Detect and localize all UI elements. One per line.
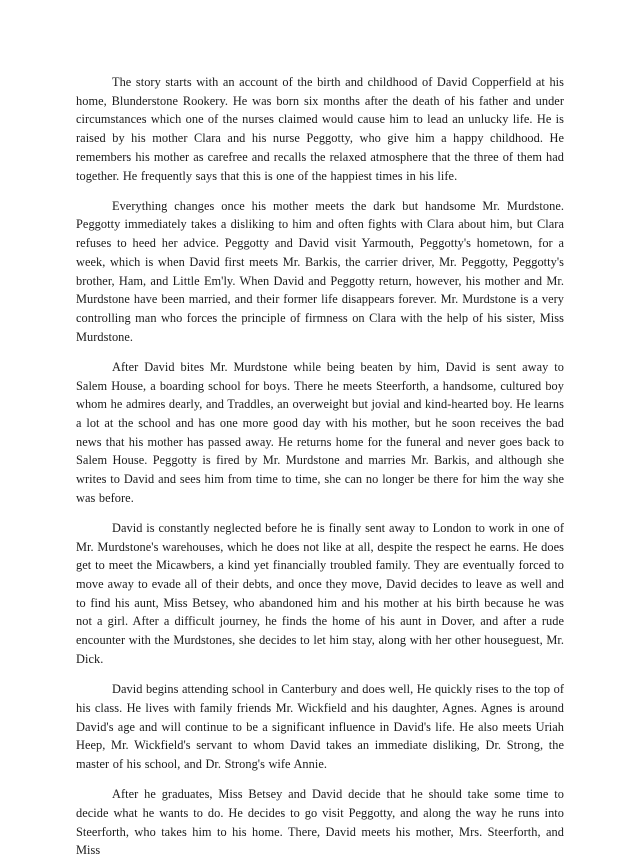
paragraph-4: David is constantly neglected before he is finally sent away to London to work in one of Mr. Murdstone's warehouses, which he does not like at all, despite the respect he earns. He does get to meet the Micawbers, a kind yet financially troubled family. They are eventually forced to move away to evade all of their debts, and once they move, David decides to leave as well and to find his aunt, Miss Betsey, who abandoned him and his mother at his birth because he was not a girl. After a difficult journey, he finds the home of his aunt in Dover, and after a rude encounter with the Murdstones, she decides to let him stay, along with her other houseguest, Mr. Dick.: [76, 520, 564, 666]
paragraph-5: David begins attending school in Canterbury and does well, He quickly rises to the top of his class. He lives with family friends Mr. Wickfield and his daughter, Agnes. Agnes is around David's age and will continue to be a significant influence in David's life. He also meets Uriah Heep, Mr. Wickfield's servant to whom David takes an immediate disliking, Dr. Strong, the master of his school, and Dr. Strong's wife Annie.: [76, 682, 564, 771]
paragraph-6: After he graduates, Miss Betsey and David decide that he should take some time to decide what he wants to do. He decides to go visit Peggotty, and along the way he runs into Steerforth, who takes him to his home. There, David meets his mother, Mrs. Steerforth, and Miss: [76, 787, 564, 858]
paragraph-3: After David bites Mr. Murdstone while being beaten by him, David is sent away to Salem House, a boarding school for boys. There he meets Steerforth, a handsome, cultured boy whom he admires dearly, and Traddles, an overweight but jovial and kind-hearted boy. He learns a lot at the school and has one more good day with his mother, but he soon receives the bad news that his mother has passed away. He returns home for the funeral and never goes back to Salem House. Peggotty is fired by Mr. Murdstone and marries Mr. Barkis, and although she writes to David and sees him from time to time, she can no longer be there for him the way she was before.: [76, 359, 564, 505]
paragraph-2: Everything changes once his mother meets the dark but handsome Mr. Murdstone. Peggotty immediately takes a disliking to him and often fights with Clara about him, but Clara refuses to heed her advice. Peggotty and David visit Yarmouth, Peggotty's hometown, for a week, which is when David first meets Mr. Barkis, the carrier driver, Mr. Peggotty, Peggotty's brother, Ham, and Little Em'ly. When David and Peggotty return, however, his mother and Mr. Murdstone have been married, and their former life disappears forever. Mr. Murdstone is a very controlling man who forces the principle of firmness on Clara with the help of his sister, Miss Murdstone.: [76, 198, 564, 344]
paragraph-1: The story starts with an account of the birth and childhood of David Copperfield at his home, Blunderstone Rookery. He was born six months after the death of his father and under circumstances which one of the nurses claimed would cause him to lead an unlucky life. He is raised by his mother Clara and his nurse Peggotty, who give him a happy childhood. He remembers his mother as carefree and recalls the relaxed atmosphere that the three of them had together. He frequently says that this is one of the happiest times in his life.: [76, 75, 564, 183]
